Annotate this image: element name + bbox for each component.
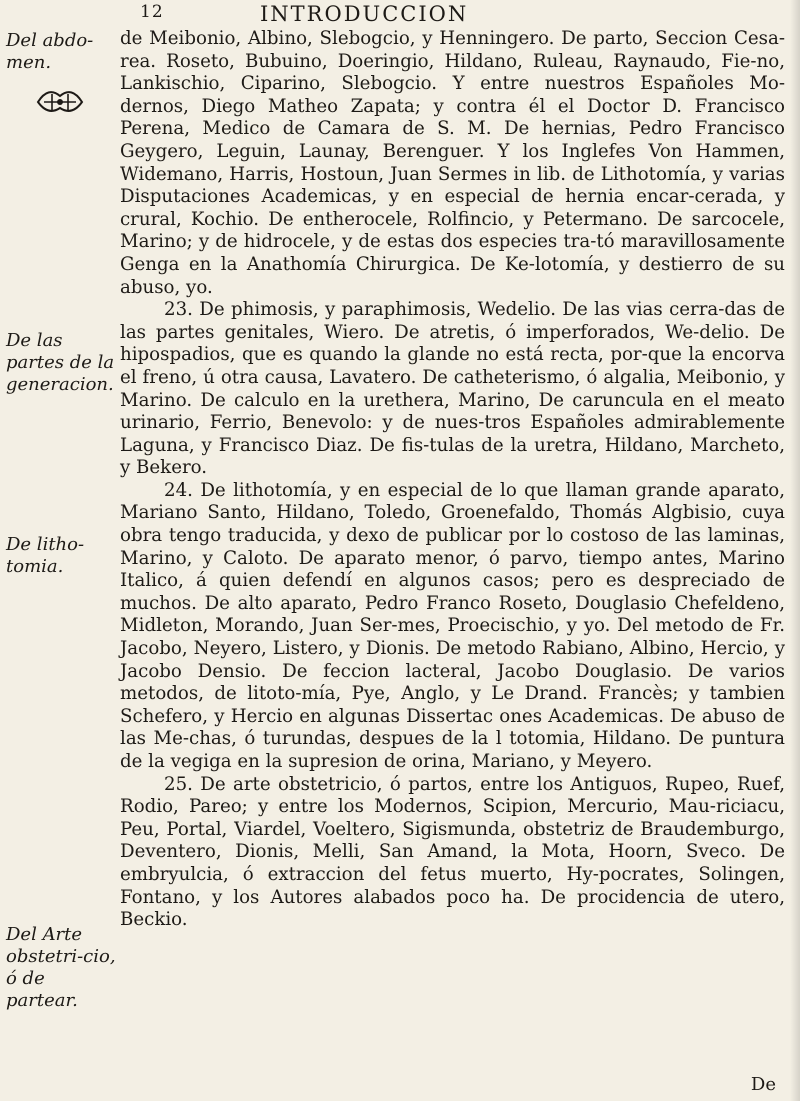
sidenote-obstetricio: Del Arte obstetri-cio, ó de partear. (6, 924, 116, 1011)
paragraph-24: 24. De lithotomía, y en especial de lo que llaman grande aparato, Mariano Santo, Hildano, Toledo, Groenefaldo, Thomás Algbisio, cuya obra tengo traducida, y dexo de publicar por lo costoso de las laminas, Marino, y Caloto. De aparato menor, ó parvo, tiempo antes, Marino Italico, á quien defendí en algunos casos; pero es despreciado de muchos. De alto aparato, Pedro Franco Roseto, Douglasio Chefeldeno, Midleton, Morando, Juan Ser-mes, Proecischio, y yo. Del metodo de Fr. Jacobo, Neyero, Listero, y Dionis. De metodo Rabiano, Albino, Hercio, y Jacobo Densio. De feccion lacteral, Jacobo Douglasio. De varios metodos, de litoto-mía, Pye, Anglo, y Le Drand. Francès; y tambien Schefero, y Hercio en algunas Dissertac ones Academicas. De abuso de las Me-chas, ó turundas, despues de la l totomia, Hildano. De puntura de la vegiga en la supresion de orina, Mariano, y Meyero. (120, 479, 785, 772)
page-header (120, 2, 780, 24)
running-head: INTRODUCCION (260, 2, 469, 26)
printer-ornament-icon (34, 82, 86, 122)
page-edge-shadow (790, 0, 800, 1101)
page-number: 12 (140, 2, 164, 22)
body-text (120, 28, 785, 932)
sidenote-generacion: De las partes de la generacion. (6, 330, 115, 395)
sidenote-lithotomia: De litho-tomia. (6, 534, 85, 577)
sidenote-abdomen: Del abdo-men. (6, 30, 94, 73)
paragraph-continuation: de Meibonio, Albino, Slebogcio, y Henningero. De parto, Seccion Cesa-rea. Roseto, Bubuino, Doeringio, Hildano, Ruleau, Raynaudo, Fie-no, Lankischio, Ciparino, Slebogcio. Y entre nuestros Españoles Mo-dernos, Diego Matheo Zapata; y contra él el Doctor D. Francisco Perena, Medico de Camara de S. M. De hernias, Pedro Francisco Geygero, Leguin, Launay, Berenguer. Y los Inglefes Von Hammen, Widemano, Harris, Hostoun, Juan Sermes in lib. de Lithotomía, y varias Disputaciones Academicas, y en especial de hernia encar-cerada, y crural, Kochio. De entherocele, Rolfincio, y Petermano. De sarcocele, Marino; y de hidrocele, y de estas dos especies tra-tó maravillosamente Genga en la Anathomía Chirurgica. De Ke-lotomía, y destierro de su abuso, yo. (120, 28, 785, 298)
catchword: De (750, 1074, 776, 1095)
paragraph-25: 25. De arte obstetricio, ó partos, entre los Antiguos, Rupeo, Ruef, Rodio, Pareo; y entre los Modernos, Scipion, Mercurio, Mau-riciacu, Peu, Portal, Viardel, Voeltero, Sigismunda, obstetriz de Braudemburgo, Deventero, Dionis, Melli, San Amand, la Mota, Hoorn, Sveco. De embryulcia, ó extraccion del fetus muerto, Hy-pocrates, Solingen, Fontano, y los Autores alabados poco ha. De procidencia de utero, Beckio. (120, 773, 785, 931)
paragraph-23: 23. De phimosis, y paraphimosis, Wedelio. De las vias cerra-das de las partes genitales, Wiero. De atretis, ó imperforados, We-delio. De hipospadios, que es quando la glande no está recta, por-que la encorva el freno, ú otra causa, Lavatero. De catheterismo, ó algalia, Meibonio, y Marino. De calculo en la urethera, Marino, De caruncula en el meato urinario, Ferrio, Benevolo: y de nues-tros Españoles admirablemente Laguna, y Francisco Diaz. De fis-tulas de la uretra, Hildano, Marcheto, y Bekero. (120, 299, 785, 479)
